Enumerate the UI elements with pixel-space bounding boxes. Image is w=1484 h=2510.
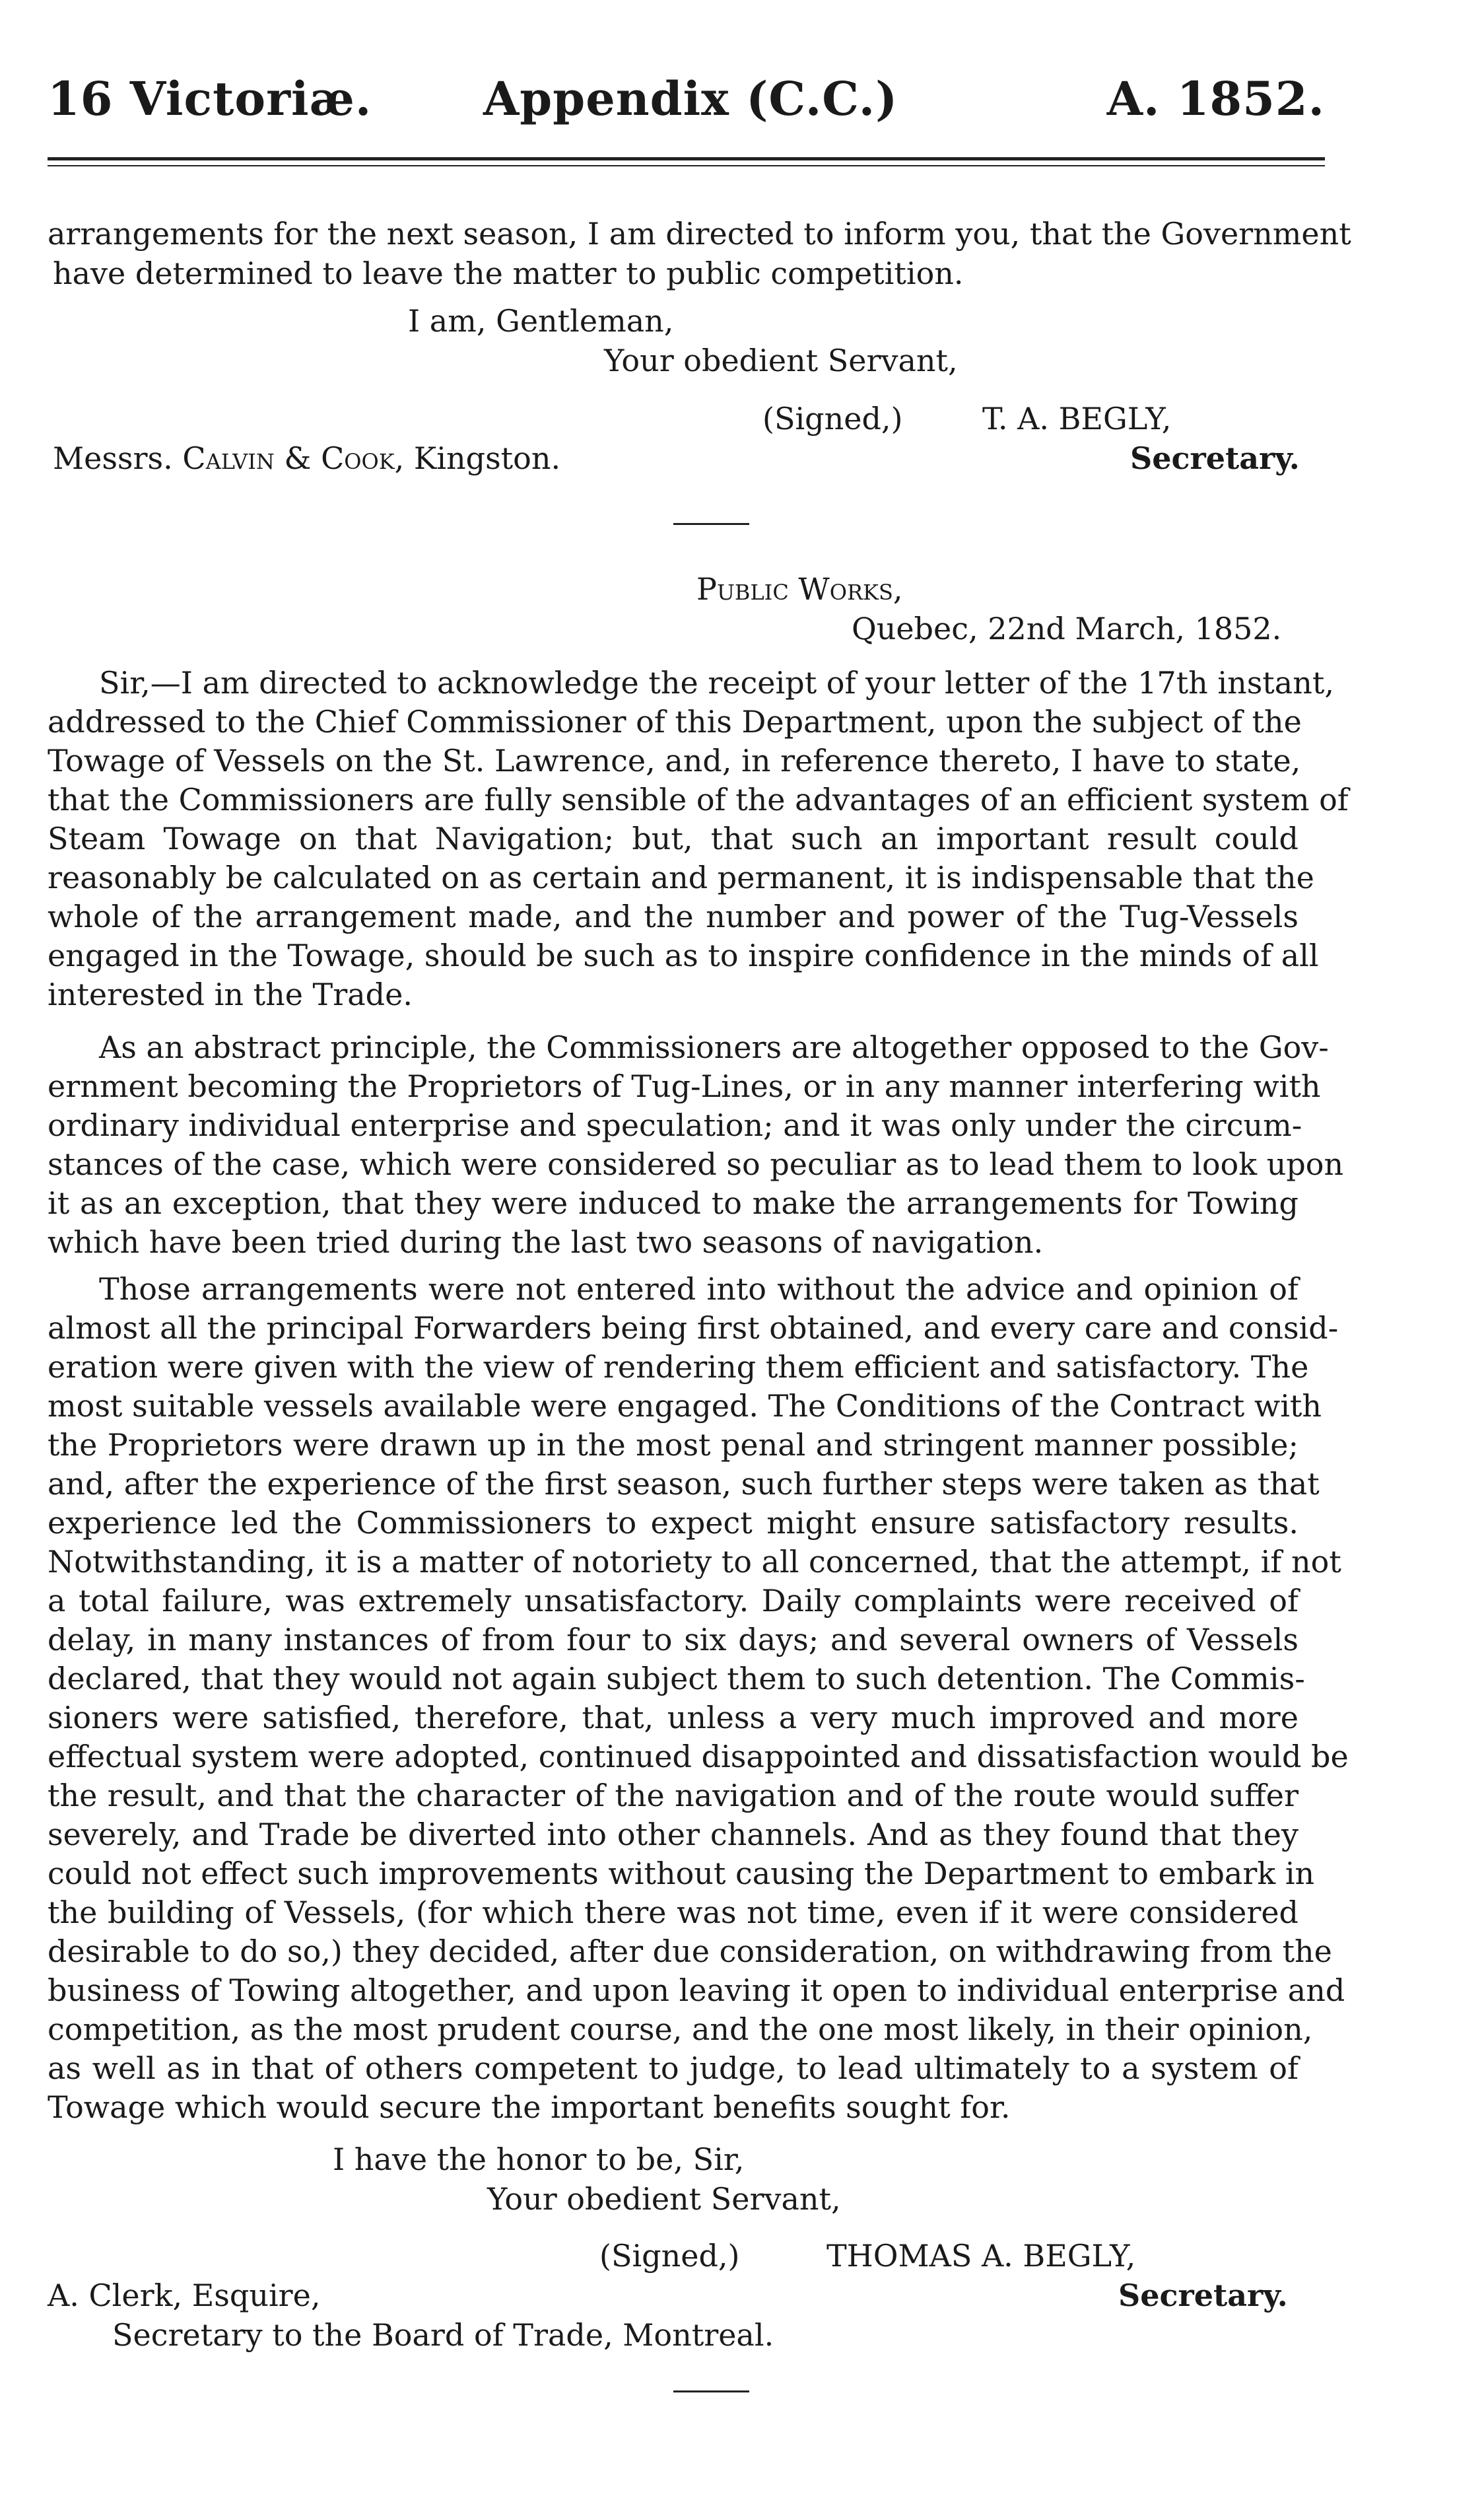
letter2-signer: THOMAS A. BEGLY, — [826, 2238, 1136, 2274]
letter2-line: As an abstract principle, the Commissioners are altogether opposed to the Gov- — [99, 1029, 1329, 1065]
letter2-line: ordinary individual enterprise and speculation; and it was only under the circum- — [48, 1107, 1302, 1143]
letter1-servant: Your obedient Servant, — [604, 343, 958, 378]
letter1-line: have determined to leave the matter to public competition. — [53, 256, 964, 291]
letter2-line: Towage which would secure the important benefits sought for. — [48, 2089, 1011, 2125]
letter2-line: competition, as the most prudent course, and the one most likely, in their opinion, — [48, 2011, 1313, 2047]
letter2-line: Notwithstanding, it is a matter of notoriety to all concerned, that the attempt, if not — [48, 1544, 1341, 1580]
letter2-line: engaged in the Towage, should be such as to inspire confidence in the minds of all — [48, 938, 1319, 973]
letter2-line: severely, and Trade be diverted into other channels. And as they found that they — [48, 1817, 1298, 1852]
letter2-line: Towage of Vessels on the St. Lawrence, and, in reference thereto, I have to state, — [48, 743, 1301, 779]
letter2-line: as well as in that of others competent to judge, to lead ultimately to a system of — [48, 2050, 1298, 2086]
letter2-line: could not effect such improvements without causing the Department to embark in — [48, 1856, 1315, 1891]
letter2-date: Quebec, 22nd March, 1852. — [852, 611, 1282, 646]
addressee-prefix: Messrs. — [53, 440, 173, 476]
letter2-line: almost all the principal Forwarders being first obtained, and every care and consid- — [48, 1310, 1339, 1346]
header-appendix: Appendix (C.C.) — [483, 71, 898, 126]
closing-divider — [673, 2390, 749, 2392]
letter2-line: Steam Towage on that Navigation; but, that such an important result could — [48, 821, 1298, 856]
letter2-line: Those arrangements were not entered into without the advice and opinion of — [99, 1271, 1298, 1307]
addressee-names: Calvin & Cook, — [182, 440, 405, 476]
letter2-line: eration were given with the view of rendering them efficient and satisfactory. The — [48, 1349, 1309, 1385]
letter2-line: addressed to the Chief Commissioner of this Department, upon the subject of the — [48, 704, 1302, 740]
letter2-line: which have been tried during the last two seasons of navigation. — [48, 1224, 1044, 1260]
letter1-closing: I am, Gentleman, — [408, 303, 674, 339]
letter2-signed: (Signed,) — [599, 2238, 740, 2274]
letter2-line: the building of Vessels, (for which there was not time, even if it were considered — [48, 1895, 1298, 1930]
letter2-line: delay, in many instances of from four to six days; and several owners of Vessels — [48, 1622, 1298, 1657]
letter2-line: whole of the arrangement made, and the number and power of the Tug-Vessels — [48, 899, 1298, 934]
letter2-line: ernment becoming the Proprietors of Tug-Lines, or in any manner interfering with — [48, 1068, 1321, 1104]
letter2-line: the Proprietors were drawn up in the most penal and stringent manner possible; — [48, 1427, 1298, 1463]
letter2-line: a total failure, was extremely unsatisfactory. Daily complaints were received of — [48, 1583, 1298, 1619]
header-rule-thin — [48, 165, 1325, 166]
header-year: A. 1852. — [1106, 71, 1325, 126]
header-rule-thick — [48, 157, 1325, 160]
letter2-line: and, after the experience of the first season, such further steps were taken as that — [48, 1466, 1320, 1502]
letter1-addressee — [53, 438, 560, 478]
running-header — [48, 71, 1325, 144]
letter2-line: interested in the Trade. — [48, 977, 413, 1012]
section-divider — [673, 523, 749, 525]
letter2-line: declared, that they would not again subject them to such detention. The Commis- — [48, 1661, 1305, 1696]
letter1-signer: T. A. BEGLY, — [982, 401, 1172, 436]
letter2-addressee: A. Clerk, Esquire, — [48, 2278, 321, 2313]
letter2-line: Sir,—I am directed to acknowledge the receipt of your letter of the 17th instant, — [99, 665, 1334, 701]
letter2-line: it as an exception, that they were induced to make the arrangements for Towing — [48, 1185, 1298, 1221]
letter1-title: Secretary. — [1130, 440, 1300, 476]
letter2-servant: Your obedient Servant, — [487, 2181, 841, 2217]
letter2-line: stances of the case, which were considered so peculiar as to lead them to look upon — [48, 1146, 1344, 1182]
letter2-line: experience led the Commissioners to expect might ensure satisfactory results. — [48, 1505, 1298, 1541]
letter2-line: business of Towing altogether, and upon leaving it open to individual enterprise and — [48, 1972, 1345, 2008]
letter2-place: Public Works, — [696, 571, 903, 607]
letter2-line: desirable to do so,) they decided, after due consideration, on withdrawing from the — [48, 1934, 1332, 1969]
letter2-title: Secretary. — [1118, 2278, 1288, 2313]
letter2-closing: I have the honor to be, Sir, — [333, 2142, 745, 2177]
letter2-line: reasonably be calculated on as certain and permanent, it is indispensable that the — [48, 860, 1314, 895]
letter2-line: the result, and that the character of the navigation and of the route would suffer — [48, 1778, 1298, 1813]
letter2-line: sioners were satisfied, therefore, that, unless a very much improved and more — [48, 1700, 1298, 1735]
letter2-line: effectual system were adopted, continued disappointed and dissatisfaction would be — [48, 1739, 1349, 1774]
letter1-line: arrangements for the next season, I am directed to inform you, that the Government — [48, 216, 1351, 252]
letter1-signed: (Signed,) — [762, 401, 903, 436]
header-session: 16 Victoriæ. — [48, 71, 372, 126]
letter2-addressee-office: Secretary to the Board of Trade, Montreal. — [112, 2317, 774, 2353]
letter2-line: that the Commissioners are fully sensible of the advantages of an efficient system of — [48, 782, 1349, 818]
letter2-line: most suitable vessels available were engaged. The Conditions of the Contract with — [48, 1388, 1322, 1424]
addressee-place: Kingston. — [413, 440, 561, 476]
